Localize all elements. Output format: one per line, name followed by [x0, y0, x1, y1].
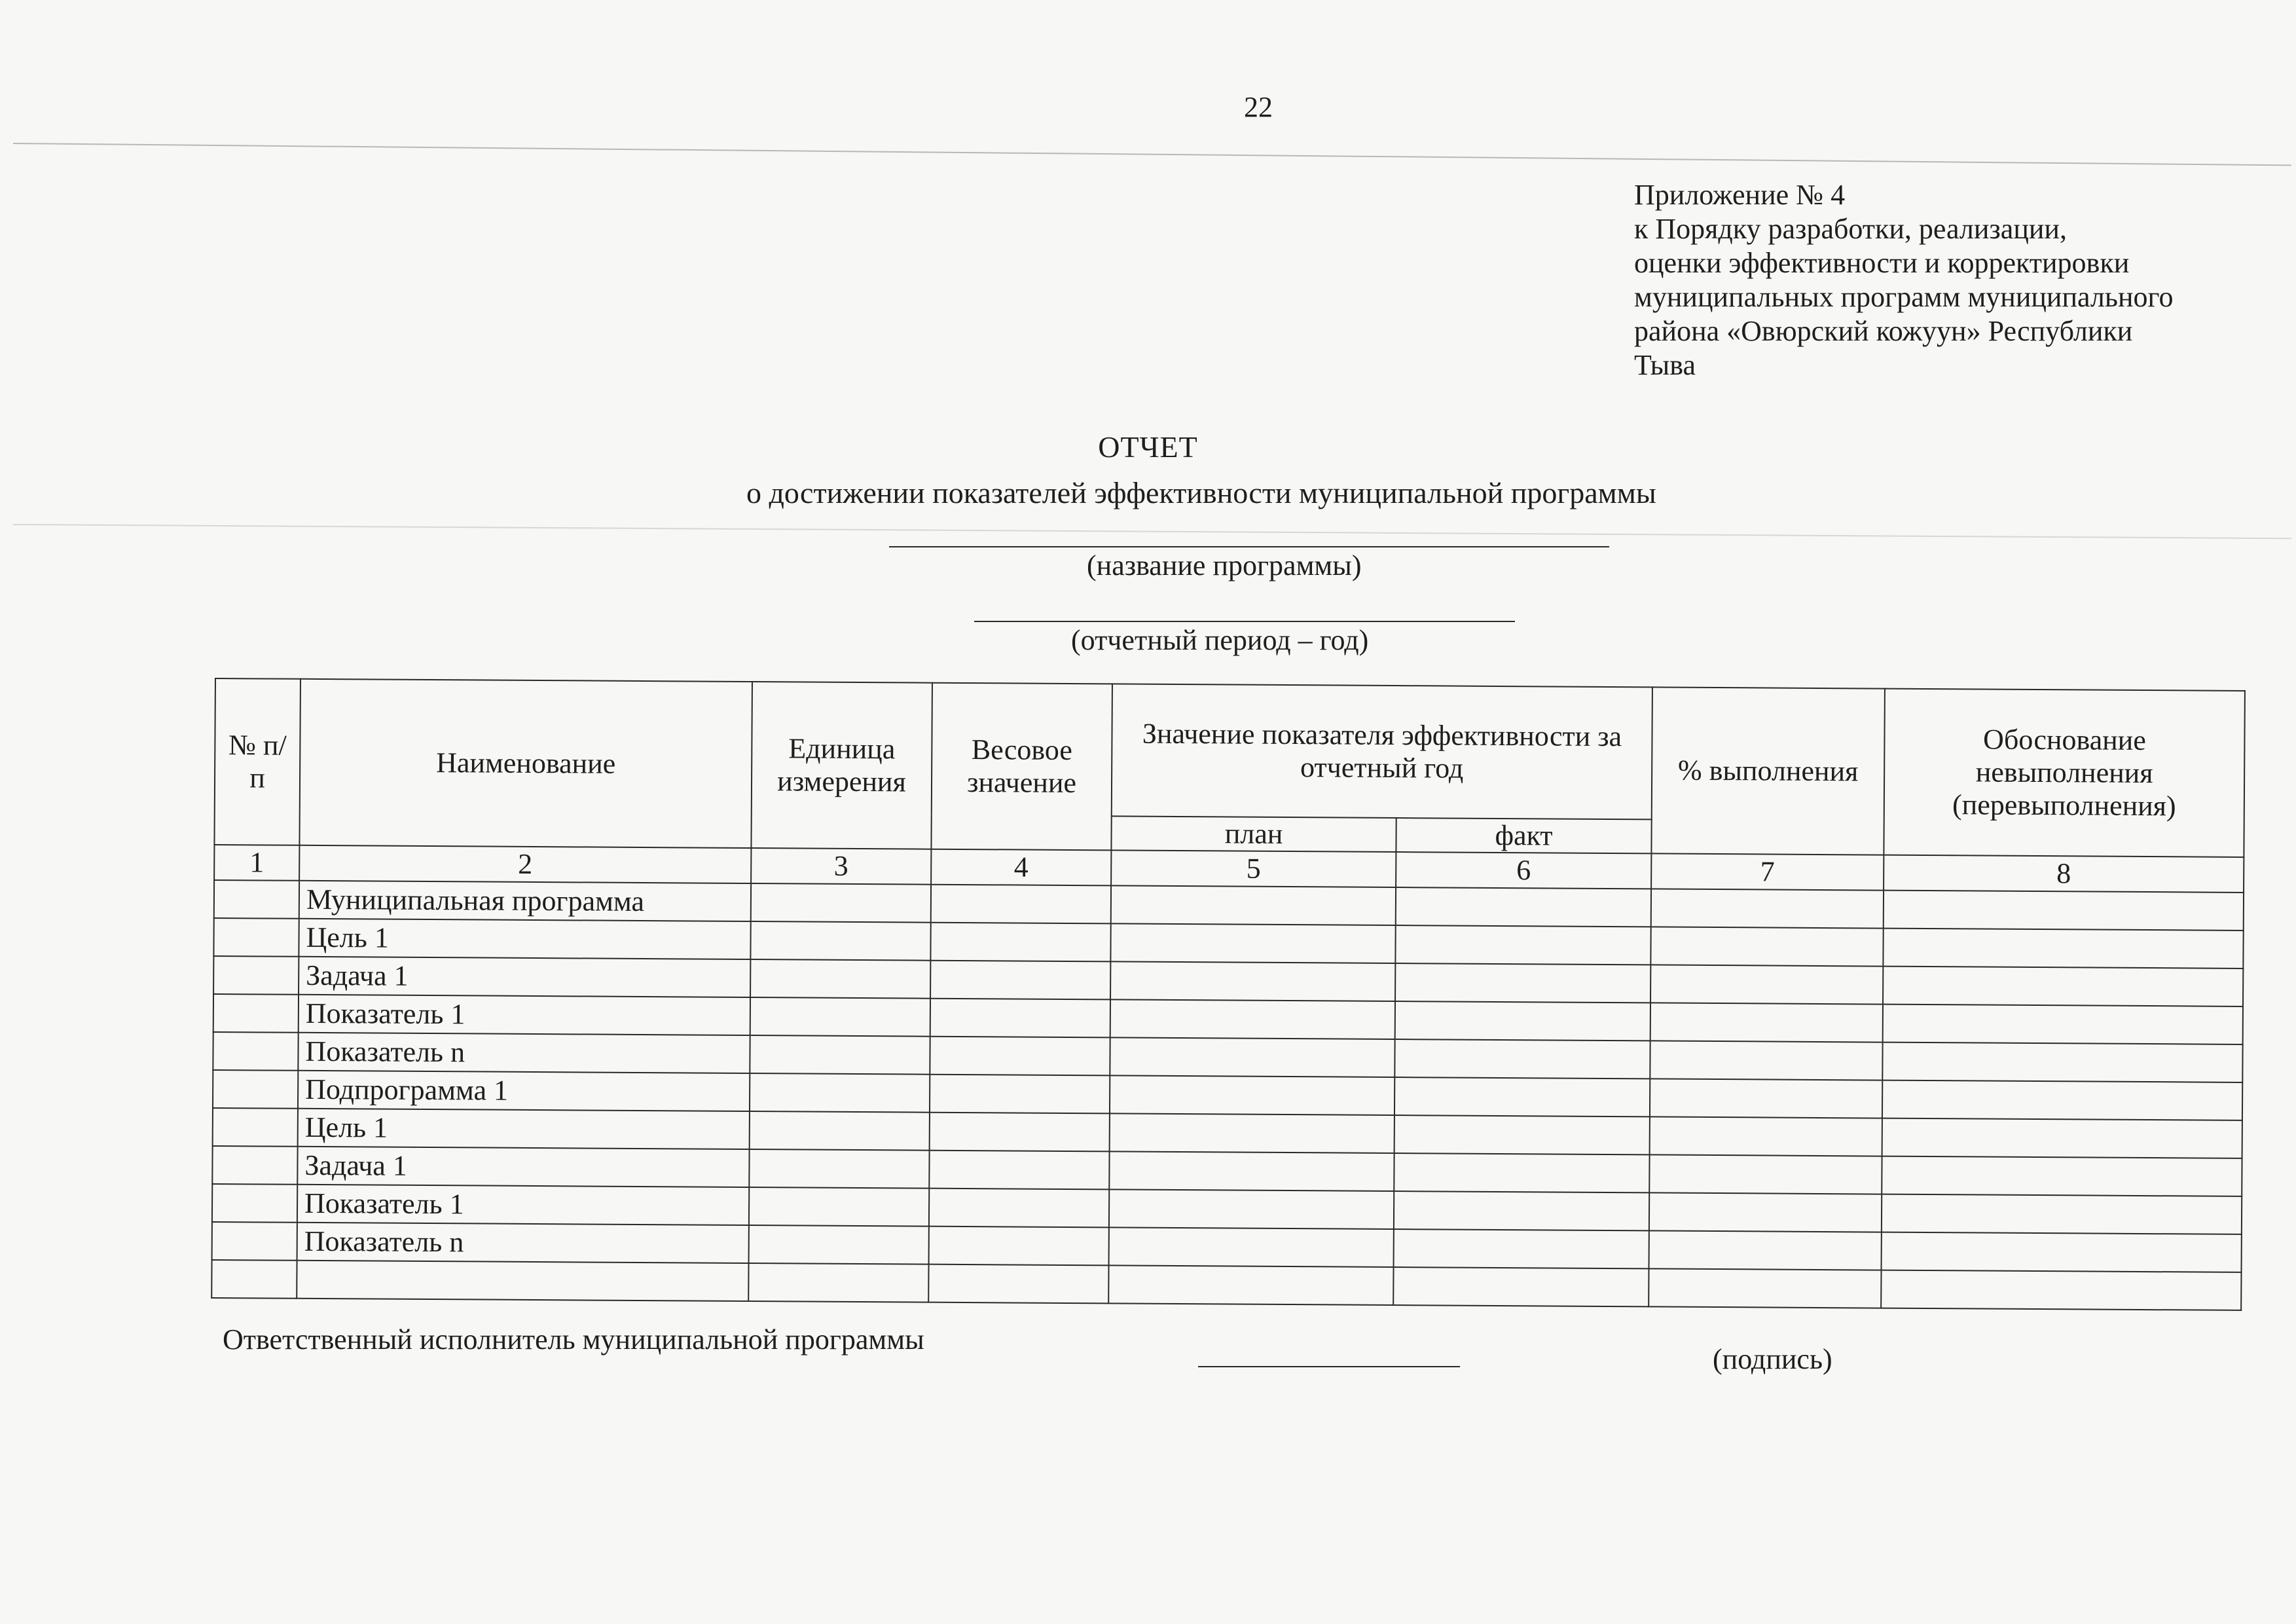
cell	[1394, 1115, 1650, 1154]
program-name-fill-line	[889, 546, 1609, 547]
cell	[930, 999, 1110, 1038]
cell	[1882, 1080, 2242, 1120]
cell	[1394, 1153, 1649, 1192]
cell	[1395, 963, 1650, 1003]
row-name: Показатель n	[298, 1033, 750, 1073]
cell	[1110, 961, 1395, 1001]
cell	[1110, 1113, 1394, 1153]
cell	[1649, 1268, 1881, 1308]
table-header-row	[215, 678, 2245, 823]
report-title: ОТЧЕТ	[1098, 430, 1198, 464]
row-name: Подпрограмма 1	[298, 1071, 750, 1111]
header-unit: Единица измерения	[751, 682, 932, 849]
cell	[750, 959, 930, 999]
cell	[1882, 1156, 2242, 1196]
cell	[1650, 965, 1883, 1004]
cell	[214, 880, 299, 919]
cell	[1394, 1039, 1650, 1079]
cell	[1650, 1116, 1882, 1156]
cell	[930, 1113, 1110, 1152]
cell	[930, 923, 1110, 962]
cell	[929, 1189, 1109, 1228]
cell	[1650, 1003, 1883, 1042]
appendix-line: к Порядку разработки, реализации,	[1634, 213, 2067, 245]
header-percent: % выполнения	[1651, 687, 1885, 855]
column-number: 6	[1396, 852, 1651, 889]
header-justification: Обоснование невыполнения (перевыполнения)	[1884, 689, 2245, 857]
cell	[1394, 1077, 1650, 1116]
appendix-line: Тыва	[1634, 349, 1696, 381]
row-name: Показатель 1	[299, 995, 750, 1035]
header-weight: Весовое значение	[931, 683, 1112, 851]
cell	[211, 1260, 297, 1299]
cell	[213, 994, 299, 1033]
cell	[1394, 1191, 1649, 1230]
column-number: 8	[1884, 855, 2244, 893]
header-plan: план	[1111, 816, 1396, 852]
scan-edge-line	[13, 143, 2291, 166]
appendix-line: оценки эффективности и корректировки	[1634, 247, 2130, 279]
cell	[751, 883, 931, 923]
column-number: 3	[751, 848, 931, 885]
cell	[1109, 1227, 1394, 1267]
cell	[929, 1151, 1109, 1190]
cell	[1110, 1075, 1394, 1115]
header-value-group: Значение показателя эффективности за отчетный год	[1112, 684, 1652, 819]
cell	[750, 1035, 930, 1075]
column-number: 2	[299, 845, 751, 883]
page-number: 22	[1244, 91, 1273, 123]
program-name-caption: (название программы)	[1087, 549, 1362, 581]
cell	[1651, 889, 1884, 928]
cell	[1109, 1189, 1394, 1229]
cell	[1394, 1229, 1649, 1268]
cell	[212, 1146, 297, 1185]
cell	[213, 1108, 298, 1147]
signature-line	[1198, 1366, 1460, 1367]
cell	[1396, 887, 1651, 927]
row-name: Показатель 1	[297, 1185, 749, 1225]
cell	[1110, 1037, 1394, 1077]
cell	[1883, 967, 2243, 1006]
cell	[1393, 1267, 1649, 1306]
indicators-table	[211, 678, 2246, 1311]
responsible-executor-label: Ответственный исполнитель муниципальной программы	[223, 1323, 924, 1356]
column-number: 4	[931, 849, 1111, 886]
cell	[749, 1225, 929, 1264]
signature-caption: (подпись)	[1713, 1343, 1832, 1375]
row-name: Муниципальная программа	[299, 881, 751, 921]
cell	[1108, 1265, 1393, 1305]
cell	[1649, 1230, 1882, 1270]
appendix-note	[1634, 178, 2276, 382]
cell	[213, 956, 299, 995]
cell	[930, 1037, 1110, 1076]
cell	[1882, 1118, 2242, 1158]
cell	[213, 918, 299, 957]
cell	[1650, 927, 1883, 966]
row-name: Показатель n	[297, 1223, 749, 1263]
cell	[212, 1222, 297, 1261]
cell	[1650, 1041, 1882, 1080]
period-fill-line	[974, 621, 1515, 622]
cell	[213, 1032, 298, 1071]
scan-edge-line	[13, 524, 2291, 539]
cell	[1649, 1154, 1882, 1194]
cell	[928, 1264, 1108, 1304]
cell	[750, 1111, 930, 1151]
header-name: Наименование	[299, 679, 752, 848]
row-name: Задача 1	[299, 957, 750, 997]
cell	[931, 885, 1111, 924]
cell	[748, 1263, 928, 1302]
cell	[749, 1187, 929, 1227]
period-caption: (отчетный период – год)	[1071, 624, 1369, 656]
row-name	[297, 1261, 748, 1301]
cell	[1395, 925, 1650, 965]
cell	[1883, 1005, 2243, 1044]
cell	[1649, 1192, 1882, 1232]
cell	[930, 1075, 1110, 1114]
cell	[1110, 999, 1395, 1039]
column-number: 5	[1111, 850, 1396, 887]
row-name: Задача 1	[297, 1147, 749, 1187]
cell	[1109, 1151, 1394, 1191]
cell	[213, 1070, 298, 1109]
header-num: № п/п	[214, 678, 301, 845]
appendix-line: района «Овюрский кожуун» Республики	[1634, 315, 2133, 347]
cell	[1650, 1079, 1882, 1118]
cell	[750, 997, 930, 1037]
row-name: Цель 1	[299, 919, 750, 959]
row-name: Цель 1	[298, 1109, 750, 1149]
cell	[1882, 1043, 2242, 1082]
cell	[1395, 1001, 1650, 1041]
cell	[750, 1073, 930, 1113]
appendix-line: муниципальных программ муниципального	[1634, 281, 2174, 313]
cell	[930, 961, 1110, 1000]
header-fact: факт	[1396, 818, 1651, 853]
column-number: 7	[1651, 853, 1884, 890]
cell	[1110, 923, 1395, 963]
report-subtitle: о достижении показателей эффективности муниципальной программы	[746, 476, 1656, 509]
cell	[1882, 1194, 2242, 1234]
cell	[1881, 1270, 2241, 1310]
cell	[1882, 1232, 2242, 1272]
cell	[1883, 929, 2243, 969]
cell	[749, 1149, 929, 1189]
cell	[212, 1184, 297, 1223]
cell	[750, 921, 930, 961]
cell	[929, 1227, 1109, 1266]
appendix-line: Приложение № 4	[1634, 179, 1846, 211]
cell	[1884, 891, 2244, 931]
cell	[1111, 885, 1396, 925]
column-number: 1	[214, 845, 299, 881]
